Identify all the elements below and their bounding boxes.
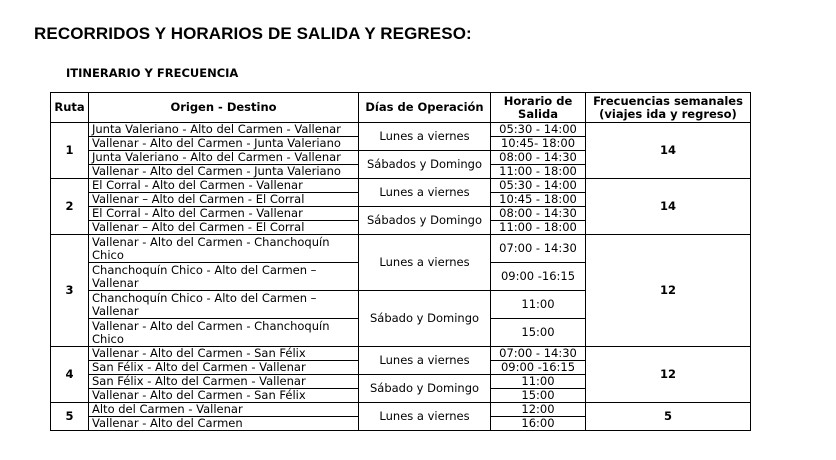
origin-destination: El Corral - Alto del Carmen - Vallenar (89, 207, 359, 221)
origin-destination: Vallenar - Alto del Carmen - San Félix (89, 347, 359, 361)
operation-days: Sábados y Domingo (359, 207, 491, 235)
origin-destination: Chanchoquín Chico - Alto del Carmen – Vallenar (89, 263, 359, 291)
departure-time: 05:30 - 14:00 (491, 179, 586, 193)
departure-time: 07:00 - 14:30 (491, 235, 586, 263)
origin-destination: Vallenar - Alto del Carmen (89, 417, 359, 431)
departure-time: 10:45- 18:00 (491, 137, 586, 151)
departure-time: 07:00 - 14:30 (491, 347, 586, 361)
origin-destination: El Corral - Alto del Carmen - Vallenar (89, 179, 359, 193)
origin-destination: Chanchoquín Chico - Alto del Carmen – Vallenar (89, 291, 359, 319)
page-title: RECORRIDOS Y HORARIOS DE SALIDA Y REGRESO: (34, 24, 472, 43)
header-frecuencias: Frecuencias semanales (viajes ida y regreso) (586, 93, 751, 123)
operation-days: Sábado y Domingo (359, 291, 491, 347)
departure-time: 05:30 - 14:00 (491, 123, 586, 137)
departure-time: 16:00 (491, 417, 586, 431)
table-row (51, 179, 751, 193)
departure-time: 11:00 - 18:00 (491, 221, 586, 235)
table-row (51, 403, 751, 417)
header-ruta: Ruta (51, 93, 89, 123)
operation-days: Lunes a viernes (359, 403, 491, 431)
departure-time: 09:00 -16:15 (491, 263, 586, 291)
origin-destination: Vallenar – Alto del Carmen - El Corral (89, 193, 359, 207)
operation-days: Lunes a viernes (359, 235, 491, 291)
table-row (51, 123, 751, 137)
route-number: 1 (51, 123, 89, 179)
operation-days: Lunes a viernes (359, 123, 491, 151)
departure-time: 08:00 - 14:30 (491, 151, 586, 165)
weekly-frequency: 14 (586, 179, 751, 235)
departure-time: 10:45 - 18:00 (491, 193, 586, 207)
departure-time: 08:00 - 14:30 (491, 207, 586, 221)
weekly-frequency: 12 (586, 235, 751, 347)
departure-time: 09:00 -16:15 (491, 361, 586, 375)
table-header-row (51, 93, 751, 123)
route-number: 3 (51, 235, 89, 347)
operation-days: Sábado y Domingo (359, 375, 491, 403)
operation-days: Sábados y Domingo (359, 151, 491, 179)
weekly-frequency: 5 (586, 403, 751, 431)
origin-destination: Vallenar - Alto del Carmen - Junta Valeriano (89, 165, 359, 179)
origin-destination: Vallenar - Alto del Carmen - Chanchoquín Chico (89, 235, 359, 263)
header-origen-destino: Origen - Destino (89, 93, 359, 123)
origin-destination: San Félix - Alto del Carmen - Vallenar (89, 375, 359, 389)
table-row (51, 347, 751, 361)
departure-time: 11:00 (491, 375, 586, 389)
origin-destination: Alto del Carmen - Vallenar (89, 403, 359, 417)
operation-days: Lunes a viernes (359, 347, 491, 375)
header-dias-operacion: Días de Operación (359, 93, 491, 123)
section-subtitle: ITINERARIO Y FRECUENCIA (66, 66, 239, 80)
origin-destination: Junta Valeriano - Alto del Carmen - Vallenar (89, 123, 359, 137)
table-row (51, 235, 751, 263)
departure-time: 15:00 (491, 389, 586, 403)
departure-time: 12:00 (491, 403, 586, 417)
origin-destination: Vallenar – Alto del Carmen - El Corral (89, 221, 359, 235)
origin-destination: Junta Valeriano - Alto del Carmen - Vallenar (89, 151, 359, 165)
origin-destination: Vallenar - Alto del Carmen - Junta Valeriano (89, 137, 359, 151)
route-number: 2 (51, 179, 89, 235)
weekly-frequency: 12 (586, 347, 751, 403)
header-horario-salida: Horario de Salida (491, 93, 586, 123)
route-number: 5 (51, 403, 89, 431)
operation-days: Lunes a viernes (359, 179, 491, 207)
route-number: 4 (51, 347, 89, 403)
departure-time: 15:00 (491, 319, 586, 347)
origin-destination: Vallenar - Alto del Carmen - Chanchoquín Chico (89, 319, 359, 347)
origin-destination: Vallenar - Alto del Carmen - San Félix (89, 389, 359, 403)
weekly-frequency: 14 (586, 123, 751, 179)
schedule-table (50, 92, 751, 431)
origin-destination: San Félix - Alto del Carmen - Vallenar (89, 361, 359, 375)
departure-time: 11:00 (491, 291, 586, 319)
departure-time: 11:00 - 18:00 (491, 165, 586, 179)
